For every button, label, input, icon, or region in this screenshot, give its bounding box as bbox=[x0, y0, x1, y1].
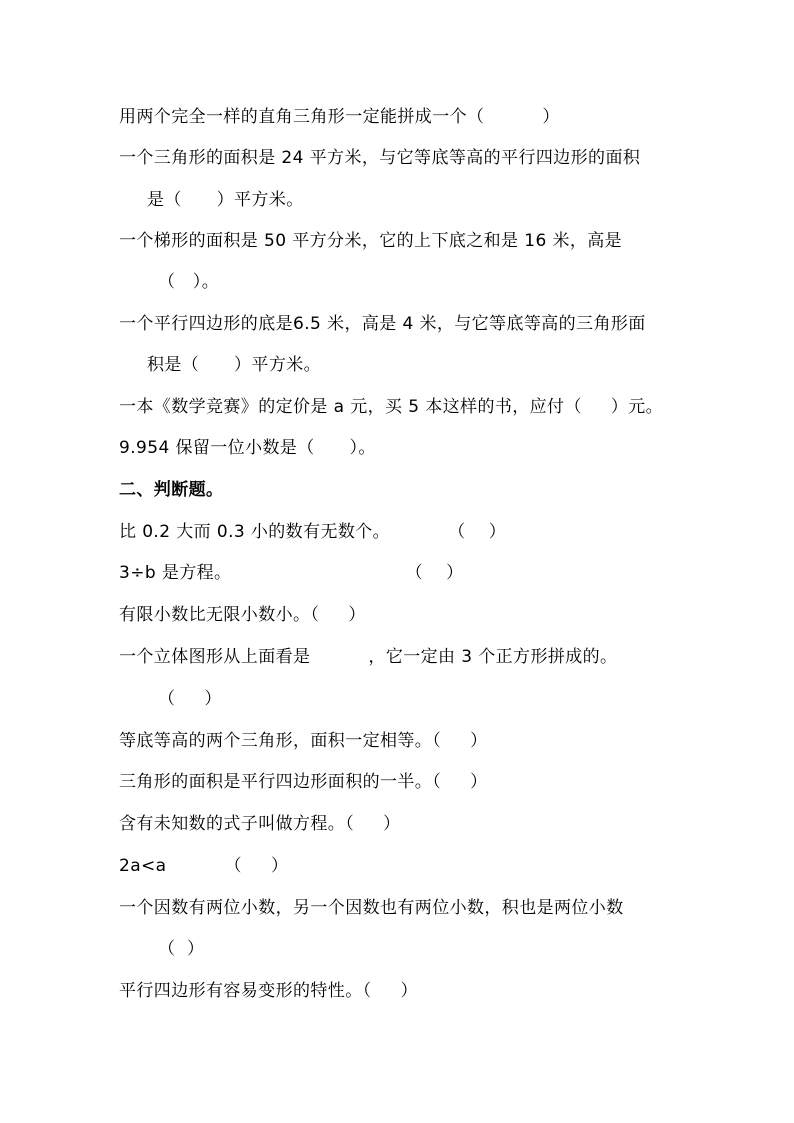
judgment-2: 3÷b 是方程。 （ ） bbox=[119, 563, 464, 583]
judgment-4-line-2: （ ） bbox=[158, 689, 222, 709]
section-2-heading: 二、判断题。 bbox=[119, 480, 224, 500]
judgment-4-line-1: 一个立体图形从上面看是 ，它一定由 3 个正方形拼成的。 bbox=[119, 647, 618, 667]
judgment-7: 含有未知数的式子叫做方程。（ ） bbox=[119, 814, 401, 834]
judgment-9-line-2: （ ） bbox=[158, 939, 205, 959]
question-2-line-1: 一个三角形的面积是 24 平方米，与它等底等高的平行四边形的面积 bbox=[119, 148, 641, 168]
judgment-1: 比 0.2 大而 0.3 小的数有无数个。 （ ） bbox=[119, 522, 507, 542]
question-3-line-2: （ ）。 bbox=[158, 272, 220, 292]
question-1: 用两个完全一样的直角三角形一定能拼成一个（ ） bbox=[119, 107, 560, 127]
judgment-9-line-1: 一个因数有两位小数，另一个因数也有两位小数，积也是两位小数 bbox=[119, 898, 624, 918]
question-5: 一本《数学竞赛》的定价是 a 元，买 5 本这样的书，应付（ ）元。 bbox=[119, 397, 664, 417]
judgment-8: 2a<a （ ） bbox=[119, 856, 289, 876]
question-2-line-2: 是（ ）平方米。 bbox=[147, 190, 304, 210]
question-4-line-2: 积是（ ）平方米。 bbox=[147, 355, 322, 375]
judgment-6: 三角形的面积是平行四边形面积的一半。（ ） bbox=[119, 772, 488, 792]
judgment-5: 等底等高的两个三角形，面积一定相等。（ ） bbox=[119, 731, 488, 751]
judgment-10: 平行四边形有容易变形的特性。（ ） bbox=[119, 981, 418, 1001]
question-4-line-1: 一个平行四边形的底是6.5 米，高是 4 米，与它等底等高的三角形面 bbox=[119, 314, 646, 334]
judgment-3: 有限小数比无限小数小。（ ） bbox=[119, 605, 366, 625]
question-3-line-1: 一个梯形的面积是 50 平方分米，它的上下底之和是 16 米，高是 bbox=[119, 231, 623, 251]
question-6: 9.954 保留一位小数是（ ）。 bbox=[119, 438, 376, 458]
